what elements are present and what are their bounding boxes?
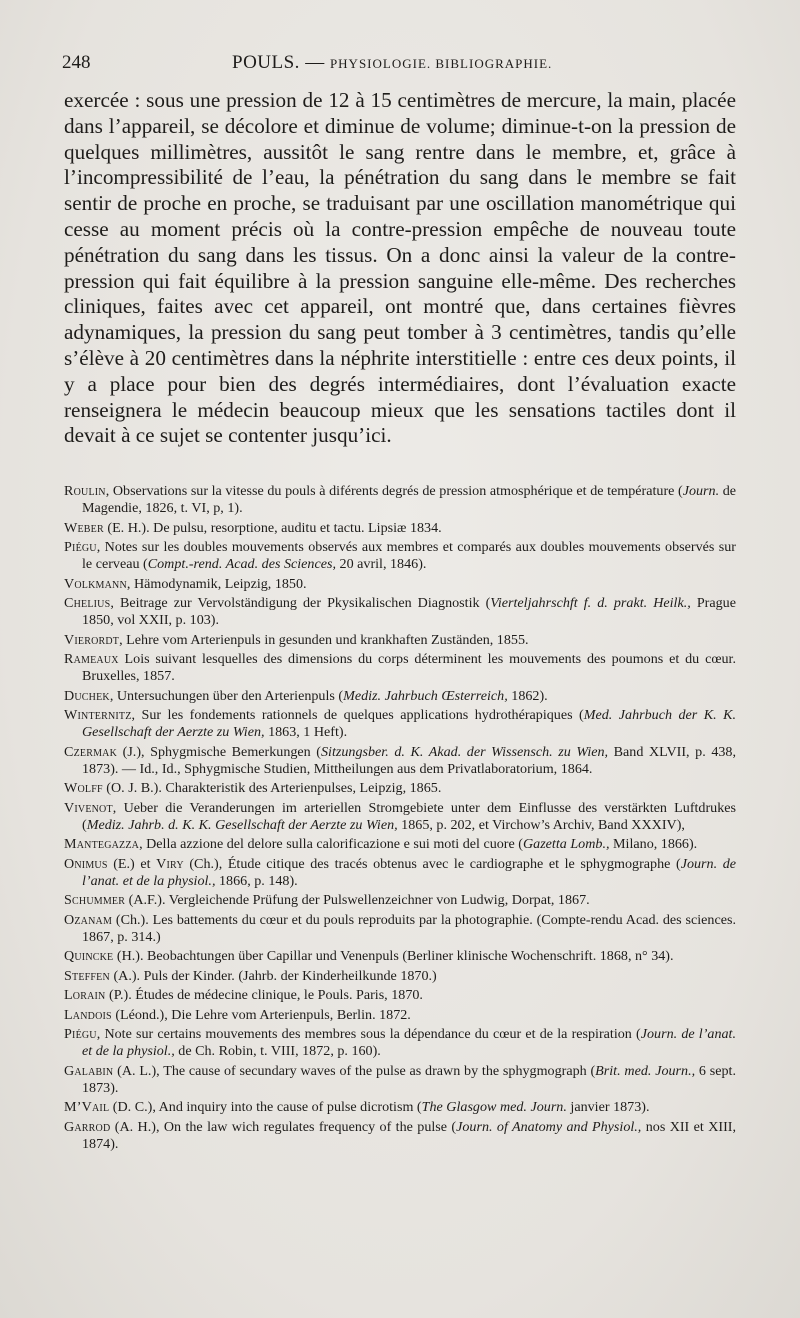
entry-text: (A. L.), The cause of secundary waves of the pulse as drawn by the sphygmograph ( [113,1062,596,1079]
entry-author: Winternitz [64,707,132,723]
entry-text: 6 sept. 1873). [82,1062,736,1096]
entry-journal-title: Vierteljahrschft f. d. prakt. Heilk., [490,595,691,611]
entry-author: Vivenot [64,799,113,816]
bibliography-entry [64,1119,736,1153]
entry-text: (Ch.), Étude citique des tracés obtenus avec le cardiographe et le sphygmographe ( [183,855,681,872]
entry-author: Czermak [64,743,118,760]
entry-author: Piégu [64,1026,97,1042]
entry-text: (Léond.), Die Lehre vom Arterienpuls, Berlin. 1872. [111,1006,411,1023]
entry-author: Chelius [64,595,111,611]
entry-author: Piégu [64,539,97,555]
bibliography-entry [64,892,736,909]
bibliography-entry [64,800,736,834]
bibliography-entry [64,744,736,778]
entry-text: (P.). Études de médecine clinique, le Pouls. Paris, 1870. [105,987,423,1003]
entry-text: , Lehre vom Arterienpuls in gesunden und krankhaften Zuständen, 1855. [119,631,529,648]
running-head-separator: — [299,52,330,73]
entry-author: Onimus [64,855,108,872]
bibliography-entry [64,987,736,1004]
entry-journal-title: Mediz. Jahrbuch Œsterreich, [343,687,508,704]
entry-journal-title: Journ. [682,483,720,499]
bibliography-entry [64,688,736,705]
entry-text: 1865, p. 202, et Virchow’s Archiv, Band XXXIV), [397,816,685,833]
entry-text: (J.), Sphygmische Bemerkungen ( [117,743,321,760]
bibliography-entry [64,576,736,593]
entry-text: , Observations sur la vitesse du pouls à diférents degrés de pression atmosphérique et de température ( [105,483,683,499]
entry-text: (A. H.), On the law wich regulates frequency of the pulse ( [110,1118,457,1135]
bibliography-entry [64,968,736,985]
entry-text: (E. H.). De pulsu, resorptione, auditu et tactu. Lipsiæ 1834. [103,519,442,536]
entry-text: (A.F.). Vergleichende Prüfung der Pulswellenzeichner von Ludwig, Dorpat, 1867. [125,892,590,908]
entry-text: , Notes sur les doubles mouvements observés aux membres et comparés aux doubles mouvements observés sur le cerveau ( [82,539,736,572]
entry-journal-title: Journ. of Anatomy and Physiol., [456,1118,642,1135]
bibliography-entry [64,651,736,685]
entry-text: , Beitrage zur Vervolständigung der Pkysikalischen Diagnostik ( [110,595,491,611]
entry-text: (A.). Puls der Kinder. (Jahrb. der Kinderheilkunde 1870.) [109,967,437,984]
entry-journal-title: Journ. de l’anat. et de la physiol., [82,1026,736,1059]
entry-text: janvier 1873). [566,1099,650,1115]
bibliography-entry [64,707,736,741]
page-header [62,52,738,78]
entry-journal-title: Sitzungsber. d. K. Akad. der Wissensch. zu Wien, [321,743,609,760]
bibliography-entry [64,1007,736,1024]
bibliography-entry [64,1099,736,1116]
entry-text: (E.) et [107,855,157,872]
entry-text: (O. J. B.). Charakteristik des Arterienpulses, Leipzig, 1865. [102,780,442,796]
entry-text: de Ch. Robin, t. VIII, 1872, p. 160). [174,1043,381,1059]
bibliography-list [64,483,736,1155]
entry-journal-title: Brit. med. Journ., [595,1062,696,1079]
entry-text: nos XII et XIII, 1874). [82,1118,736,1152]
bibliography-entry [64,1063,736,1097]
entry-text: , Sur les fondements rationnels de quelques applications hydrothérapiques ( [131,707,584,723]
bibliography-entry [64,856,736,890]
entry-author: M’Vail [64,1099,110,1115]
entry-author: Schummer [64,892,126,908]
entry-author: Ozanam [64,911,113,928]
bibliography-entry [64,483,736,517]
entry-author: Wolff [64,780,103,796]
bibliography-entry [64,1026,736,1060]
entry-text: Lois suivant lesquelles des dimensions du corps déterminent les mouvements des poumons et du cœur. Bruxelles, 1857. [82,651,736,684]
entry-text: 1866, p. 148). [215,872,298,889]
entry-text: , Ueber die Veranderungen im arteriellen Stromgebiete unter dem Einflusse des verstärkten Luftdrukes ( [82,799,736,833]
entry-text: (Ch.). Les battements du cœur et du pouls reproduits par la photographie. (Compte-rendu Acad. des sciences. 1867, p. 314.) [82,911,736,945]
entry-text: Viry [156,855,184,872]
entry-text: (H.). Beobachtungen über Capillar und Venenpuls (Berliner klinische Wochenschrift. 1868, n° 34). [113,948,674,964]
entry-text: (D. C.), And inquiry into the cause of pulse dicrotism ( [109,1099,422,1115]
entry-text: , Della azzione del delore sulla calorificazione e sui moti del cuore ( [139,836,523,852]
entry-author: Landois [64,1006,112,1023]
running-head [232,52,552,74]
entry-journal-title: Gazetta Lomb., [522,836,610,852]
entry-journal-title: Med. Jahrbuch der K. K. Gesellschaft der Aerzte zu Wien, [82,707,737,740]
body-paragraph: exercée : sous une pression de 12 à 15 centimètres de mercure, la main, placée dans l’appareil, se décolore et diminue de volume; diminue-t-on la pression de quelques millimètres, aussitôt le sang rentre dans le membre, et, grâce à l’incompressibilité de l’eau, la pénétration du sang dans le membre se fait sentir de proche en proche, se traduisant par une oscillation manométrique qui cesse au moment précis où la contre-pression empêche de nouveau toute pénétration du sang dans les tissus. On a donc ainsi la valeur de la contre-pression qui fait équilibre à la pression sanguine elle-même. Des recherches cliniques, faites avec cet appareil, ont montré que, dans certaines fièvres adynamiques, la pression du sang peut tomber à 3 centimètres, tandis qu’elle s’élève à 20 centimètres dans la néphrite interstitielle : entre ces deux points, il y a place pour bien des degrés intermédiaires, dont l’évaluation exacte renseignera le médecin beaucoup mieux que les sensations tactiles dont il devait à ce sujet se contenter jusqu’ici. [64,88,736,448]
entry-text: , Hämodynamik, Leipzig, 1850. [126,575,307,592]
entry-text: de Magendie, 1826, t. VI, p, 1). [82,483,736,516]
entry-text: Prague 1850, vol XXII, p. 103). [82,595,736,628]
page-number: 248 [62,52,91,73]
entry-text: Milano, 1866). [609,836,698,852]
bibliography-entry [64,780,736,797]
entry-journal-title: Mediz. Jahrb. d. K. K. Gesellschaft der Aerzte zu Wien, [86,816,398,833]
entry-author: Lorain [64,987,106,1003]
entry-author: Vierordt [64,631,120,648]
entry-text: Band XLVII, p. 438, 1873). — Id., Id., Sphygmische Studien, Mittheilungen aus dem Privatlaboratorium, 1864. [82,743,736,777]
bibliography-entry [64,520,736,537]
bibliography-entry [64,836,736,853]
running-title: POULS. [232,52,300,73]
entry-journal-title: Compt.-rend. Acad. des Sciences, [147,556,336,572]
bibliography-entry [64,912,736,946]
entry-author: Quincke [64,948,114,964]
entry-author: Rameaux [64,651,119,667]
entry-text: 1863, 1 Heft). [264,724,348,740]
entry-text: 20 avril, 1846). [336,556,427,572]
entry-author: Garrod [64,1118,111,1135]
entry-journal-title: Journ. de l’anat. et de la physiol., [82,855,737,889]
entry-author: Galabin [64,1062,114,1079]
entry-author: Weber [64,519,104,536]
bibliography-entry [64,539,736,573]
entry-author: Mantegazza [64,836,140,852]
entry-text: , Untersuchungen über den Arterienpuls ( [109,687,344,704]
entry-author: Steffen [64,967,110,984]
entry-author: Volkmann [64,575,127,592]
running-head-section: PHYSIOLOGIE. BIBLIOGRAPHIE. [329,56,553,71]
entry-author: Duchek [64,687,110,704]
entry-author: Roulin [64,483,106,499]
bibliography-entry [64,595,736,629]
bibliography-entry [64,948,736,965]
entry-text: , Note sur certains mouvements des membres sous la dépendance du cœur et de la respiration ( [96,1026,641,1042]
bibliography-entry [64,632,736,649]
entry-journal-title: The Glasgow med. Journ. [421,1099,567,1115]
entry-text: 1862). [507,687,548,704]
